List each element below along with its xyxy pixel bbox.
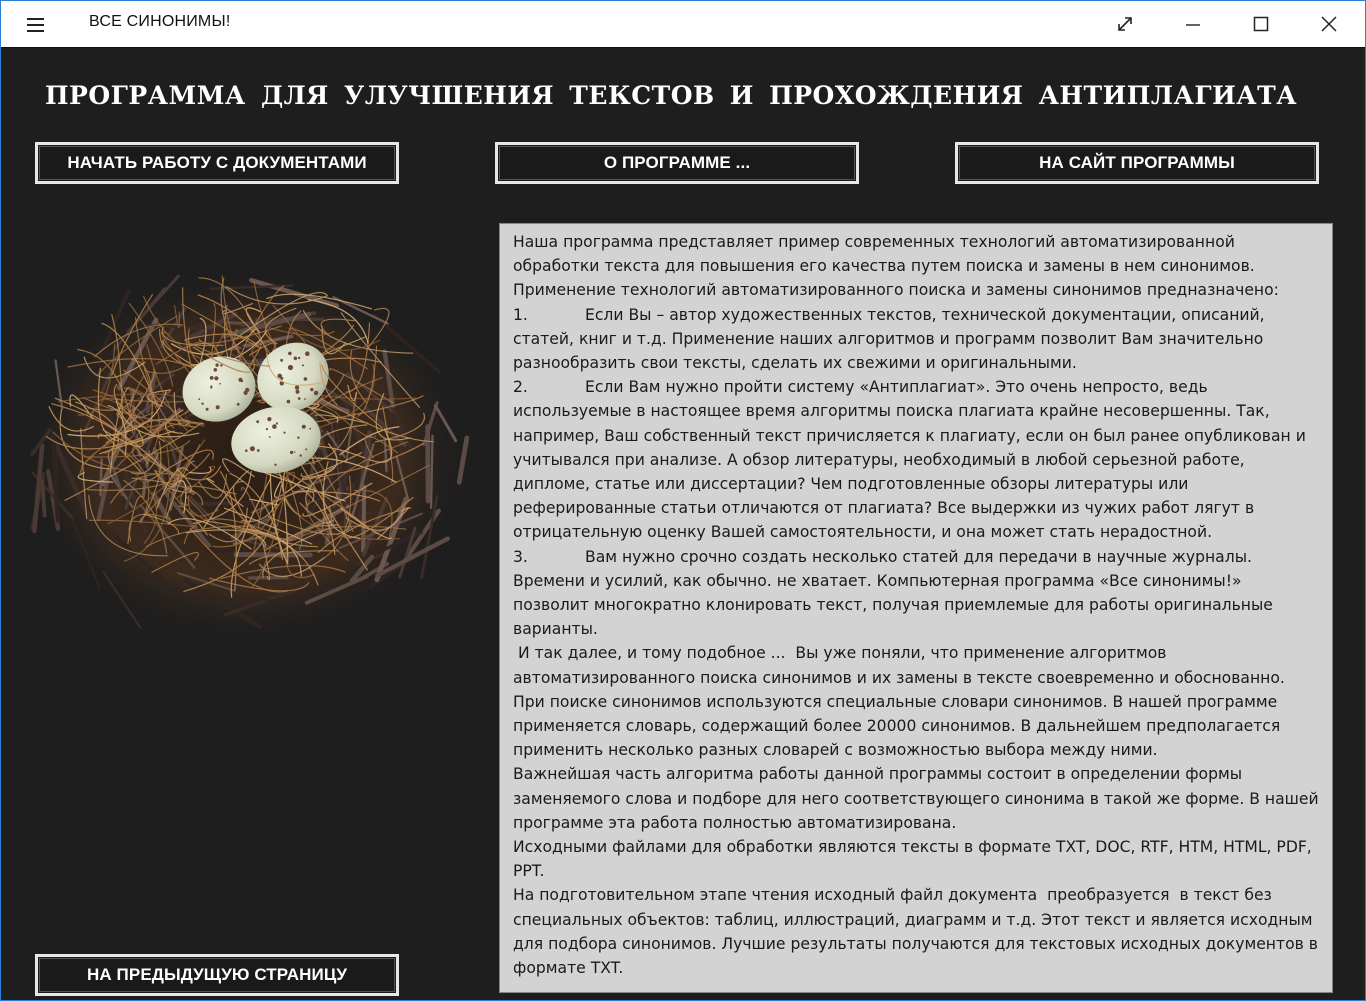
egg-speckle	[288, 352, 292, 356]
egg-speckle	[290, 451, 293, 454]
egg-speckle	[250, 446, 255, 451]
egg-speckle	[283, 432, 285, 434]
egg-speckle	[297, 437, 299, 439]
text-paragraph	[513, 690, 1322, 763]
fullscreen-icon	[1116, 15, 1134, 33]
paragraph-text: И так далее, и тому подобное ... Вы уже поняли, что применение алгоритмов автоматизированного поиска синонимов и их замены в тексте своевременно и обоснованно.	[513, 644, 1285, 687]
egg-speckle	[304, 398, 306, 400]
paragraph-text: При поиске синонимов используются специальные словари синонимов. В нашей программе применяется словарь, содержащий более 20000 синонимов. В дальнейшем предполагается применить несколько разных словарей с возможностью выбора между ними.	[513, 692, 1286, 760]
egg-speckle	[219, 383, 221, 385]
paragraph-text: Если Вам нужно пройти систему «Антиплагиат». Это очень непросто, ведь используемые в настоящее время алгоритмы поиска плагиата крайне несовершенны. Так, например, Ваш собственный текст причисляется к плагиату, если он был ранее опубликован и учитывался при анализе. А обзор литературы, необходимый в любой серьезной работе, дипломе, статье или диссертации? Чем подготовленные обзоры литературы или реферированные статьи отличаются от плагиата? Все выдержки из чужих работ лягут в отрицательную оценку Вашей самостоятельности, и она может стать нерадостной.	[513, 378, 1311, 542]
egg-speckle	[269, 436, 271, 438]
page-title: ПРОГРАММА ДЛЯ УЛУЧШЕНИЯ ТЕКСТОВ И ПРОХОЖДЕНИЯ АНТИПЛАГИАТА	[44, 81, 1298, 110]
egg-speckle	[302, 364, 304, 366]
egg-speckle	[201, 403, 203, 405]
egg-speckle	[210, 376, 214, 380]
egg-speckle	[238, 378, 242, 382]
paragraph-text: Важнейшая часть алгоритма работы данной программы состоит в определении формы заменяемого слова и подборе для него соответствующего синонима в такой же форме. В нашей программе эта работа полностью автоматизирована.	[513, 765, 1324, 832]
text-paragraph	[513, 545, 1322, 642]
description-text-panel	[499, 223, 1333, 993]
egg-speckle	[310, 388, 313, 391]
egg-speckle	[288, 365, 293, 370]
website-button[interactable]: НА САЙТ ПРОГРАММЫ	[955, 142, 1319, 184]
egg-speckle	[220, 364, 222, 366]
egg-speckle	[305, 448, 307, 450]
list-number: 3.	[513, 547, 528, 566]
egg-speckle	[245, 388, 249, 392]
text-paragraph	[513, 278, 1322, 302]
paragraph-text: Если Вы – автор художественных текстов, технической документации, описаний, статей, книг и т.д. Применение наших алгоритмов и программ позволит Вам значительно разнообразить свои тексты, сделать их свежими и оригинальными.	[513, 305, 1270, 373]
title-bar	[1, 1, 1365, 48]
paragraph-text: Исходными файлами для обработки являются тексты в формате TXT, DOC, RTF, HTM, HTML, PDF, PPT.	[513, 838, 1317, 881]
maximize-button[interactable]	[1227, 1, 1295, 47]
egg-speckle	[214, 376, 218, 380]
paragraph-text: Наша программа представляет пример современных технологий автоматизированной обработки текста для повышения его качества путем поиска и замены в нем синонимов.	[513, 233, 1255, 276]
paragraph-text: Вам нужно срочно создать несколько статей для передачи в научные журналы. Времени и усилий, как обычно. не хватает. Компьютерная программа «Все синонимы!» позволит многократно клонировать текст, получая приемлемые для работы оригинальные варианты.	[513, 547, 1278, 639]
egg-speckle	[276, 422, 278, 424]
list-number: 1.	[513, 305, 528, 324]
egg-speckle	[296, 390, 300, 394]
egg-speckle	[309, 428, 311, 430]
twig	[42, 481, 44, 515]
menu-icon[interactable]	[23, 14, 49, 36]
start-documents-button[interactable]: НАЧАТЬ РАБОТУ С ДОКУМЕНТАМИ	[35, 142, 399, 184]
text-paragraph	[513, 230, 1322, 278]
egg-speckle	[256, 420, 259, 423]
egg-speckle	[266, 428, 268, 430]
app-title: ВСЕ СИНОНИМЫ!	[89, 13, 231, 30]
egg-speckle	[206, 408, 209, 411]
close-icon	[1320, 15, 1338, 33]
text-paragraph	[513, 375, 1322, 544]
egg-speckle	[302, 425, 306, 429]
fullscreen-button[interactable]	[1091, 1, 1159, 47]
egg-speckle	[280, 377, 283, 380]
egg-speckle	[295, 385, 299, 389]
egg-speckle	[272, 424, 277, 429]
list-number: 2.	[513, 378, 528, 397]
egg-speckle	[214, 368, 218, 372]
egg-speckle	[304, 377, 308, 381]
text-paragraph	[513, 641, 1322, 689]
text-paragraph	[513, 835, 1322, 883]
twig	[207, 550, 247, 552]
about-button[interactable]: О ПРОГРАММЕ ...	[495, 142, 859, 184]
egg-speckle	[274, 464, 276, 466]
egg-speckle	[216, 405, 220, 409]
egg-speckle	[280, 359, 283, 362]
close-button[interactable]	[1295, 1, 1363, 47]
egg-speckle	[237, 403, 240, 406]
text-paragraph	[513, 303, 1322, 376]
text-paragraph	[513, 762, 1322, 835]
maximize-icon	[1252, 15, 1270, 33]
paragraph-text: На подготовительном этапе чтения исходный файл документа преобразуется в текст без специальных объектов: таблиц, иллюстраций, диаграмм и т.д. Этот текст и является исходным для подбора синонимов. Лучшие результаты получаются для текстовых исходных документов в формате TXT.	[513, 886, 1323, 978]
nest-image	[11, 211, 481, 691]
text-paragraph	[513, 883, 1322, 980]
egg-speckle	[245, 449, 248, 452]
paragraph-text: Применение технологий автоматизированного поиска и замены синонимов предназначено:	[513, 281, 1279, 300]
egg-speckle	[287, 400, 291, 404]
egg-speckle	[314, 391, 319, 396]
egg-speckle	[257, 449, 260, 452]
egg-speckle	[298, 357, 300, 359]
egg-speckle	[305, 351, 310, 356]
egg-speckle	[300, 454, 302, 456]
egg-speckle	[210, 385, 212, 387]
egg-speckle	[198, 398, 200, 400]
egg-speckle	[215, 363, 218, 366]
back-button[interactable]: НА ПРЕДЫДУЩУЮ СТРАНИЦУ	[35, 954, 399, 996]
minimize-icon	[1184, 15, 1202, 33]
egg-speckle	[294, 357, 298, 361]
egg-speckle	[298, 397, 301, 400]
minimize-button[interactable]	[1159, 1, 1227, 47]
egg-speckle	[294, 451, 296, 453]
twig	[431, 436, 432, 508]
egg-speckle	[267, 417, 271, 421]
